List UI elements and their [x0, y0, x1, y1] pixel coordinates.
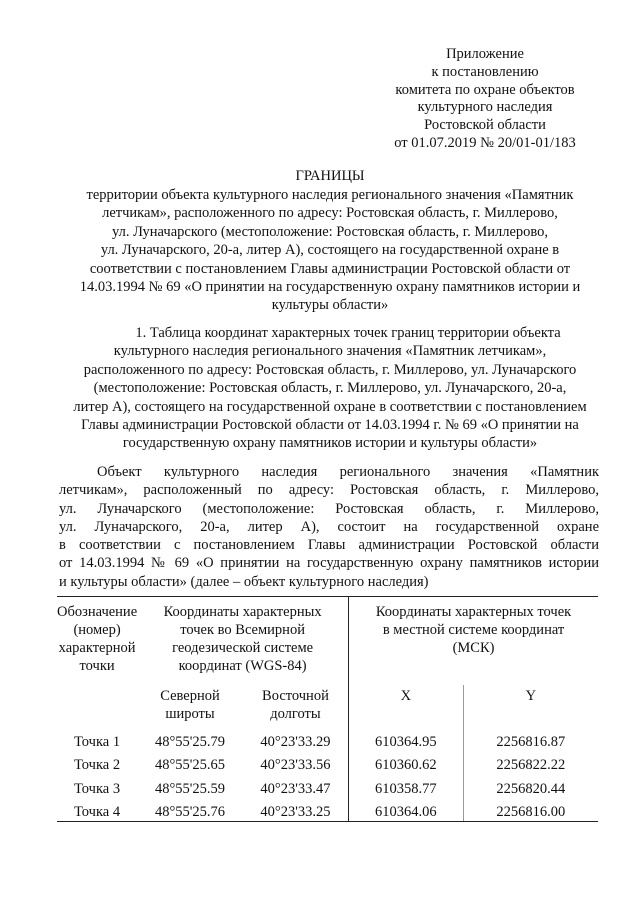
- paragraph-line: в соответствии с постановлением Главы администрации Ростовской области: [59, 537, 599, 554]
- cell-east: 40°23'33.25: [243, 798, 349, 822]
- subtitle-line: ул. Луначарского (местоположение: Ростовская область, г. Миллерово,: [111, 223, 549, 240]
- document-title: ГРАНИЦЫ: [295, 168, 365, 184]
- subtitle-line: 14.03.1994 № 69 «О принятии на государственную охрану памятников истории и: [79, 279, 581, 296]
- subtitle-line: летчикам», расположенного по адресу: Ростовская область, г. Миллерово,: [102, 205, 558, 222]
- header-msk: Координаты характерных точек в местной системе координат (МСК): [349, 597, 598, 686]
- cell-east: 40°23'33.29: [260, 733, 331, 750]
- section-heading-line: (местоположение: Ростовская область, г. Миллерово, ул. Луначарского, 20-а,: [93, 380, 567, 397]
- cell-north: 48°55'25.79: [154, 733, 225, 750]
- paragraph-line: от 14.03.1994 № 69 «О принятии на государственную охрану памятников истории: [59, 555, 599, 572]
- cell-y: 2256816.87: [463, 727, 598, 751]
- header-designation: Обозначение (номер) характерной точки: [57, 597, 137, 728]
- subtitle-line: ул. Луначарского, 20-а, литер А), состоящего на государственной охране в: [100, 242, 560, 259]
- table-row: [57, 751, 598, 775]
- table-row: [57, 774, 598, 798]
- paragraph-line: ул. Луначарского (местоположение: Ростовская область, г. Миллерово,: [59, 500, 599, 517]
- table-row: [57, 798, 598, 822]
- appendix-line: культурного наследия: [417, 99, 553, 116]
- section-heading-line: культурного наследия регионального значения «Памятник летчикам»,: [113, 343, 547, 360]
- document-subtitle: [40, 186, 620, 315]
- section-heading-line: Главы администрации Ростовской области от 14.03.1994 г. № 69 «О принятии на: [81, 417, 579, 434]
- header-east-longitude: Восточной долготы: [262, 688, 329, 722]
- paragraph-line: летчикам», расположенный по адресу: Ростовская область, г. Миллерово,: [59, 482, 599, 499]
- appendix-block: [330, 46, 640, 153]
- section-heading-line: 1. Таблица координат характерных точек границ территории объекта: [135, 325, 561, 341]
- cell-y: 2256820.44: [463, 774, 598, 798]
- paragraph-line: ул. Луначарского, 20-а, литер А), состоит на государственной охране: [59, 518, 599, 535]
- cell-north: 48°55'25.65: [154, 757, 225, 773]
- header-wgs84: Координаты характерных точек во Всемирной геодезической системе координат (WGS-84): [137, 597, 348, 686]
- cell-north: 48°55'25.76: [137, 798, 243, 822]
- subtitle-line: культуры области»: [271, 297, 389, 314]
- appendix-line: Ростовской области: [424, 117, 546, 134]
- cell-x: 610360.62: [349, 751, 464, 775]
- cell-point: Точка 1: [74, 733, 121, 750]
- section-heading-line: расположенного по адресу: Ростовская область, г. Миллерово, ул. Луначарского: [83, 361, 577, 378]
- paragraph-line: и культуры области» (далее – объект культурного наследия): [59, 573, 429, 590]
- section-heading: [40, 324, 620, 453]
- table-row: [57, 727, 598, 751]
- cell-point: Точка 2: [74, 757, 121, 773]
- cell-east: 40°23'33.47: [260, 780, 331, 797]
- cell-y: 2256822.22: [463, 751, 598, 775]
- cell-north: 48°55'25.59: [154, 780, 225, 797]
- section-heading-line: литер А), состоящего на государственной охране в соответствии с постановлением: [73, 398, 587, 415]
- cell-y: 2256816.00: [463, 798, 598, 822]
- cell-x: 610364.06: [349, 798, 464, 822]
- coordinates-table: [57, 596, 598, 822]
- paragraph-line: Объект культурного наследия регионального значения «Памятник: [97, 464, 599, 480]
- body-paragraph: [59, 463, 599, 591]
- cell-point: Точка 3: [74, 780, 121, 797]
- appendix-line: от 01.07.2019 № 20/01-01/183: [394, 134, 576, 151]
- cell-point: Точка 4: [57, 798, 137, 822]
- section-heading-line: государственную охрану памятников истории и культуры области»: [122, 435, 538, 452]
- header-x: X: [349, 685, 464, 727]
- appendix-line: комитета по охране объектов: [395, 81, 575, 98]
- subtitle-line: территории объекта культурного наследия регионального значения «Памятник: [86, 187, 574, 203]
- subtitle-line: соответствии с постановлением Главы администрации Ростовской области от: [89, 260, 571, 277]
- appendix-line: к постановлению: [431, 63, 539, 80]
- cell-east: 40°23'33.56: [260, 757, 331, 773]
- header-north-latitude: Северной широты: [160, 688, 220, 722]
- cell-x: 610364.95: [349, 727, 464, 751]
- header-y: Y: [463, 685, 598, 727]
- appendix-line: Приложение: [446, 46, 524, 62]
- cell-x: 610358.77: [349, 774, 464, 798]
